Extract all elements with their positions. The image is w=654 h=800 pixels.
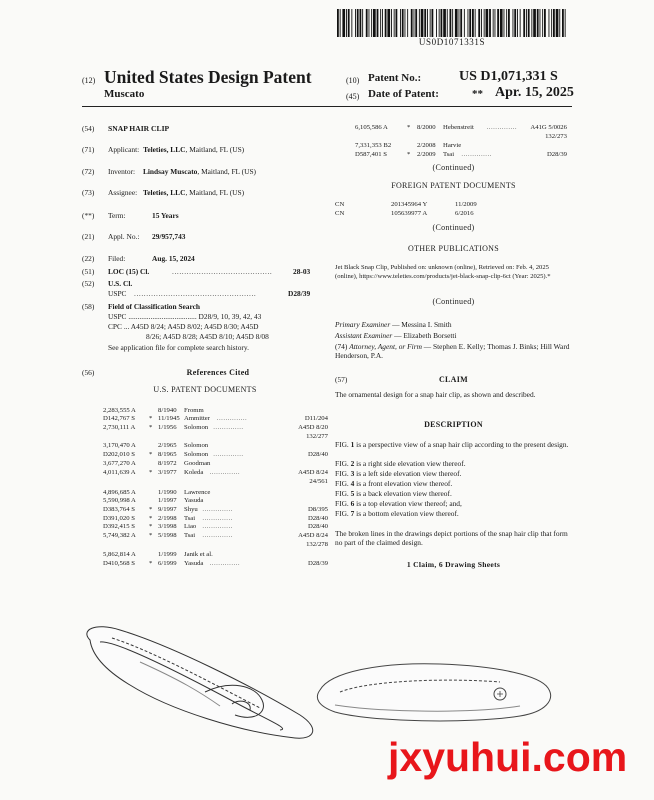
assignee-line — [108, 188, 244, 197]
fig-number: 3 — [350, 469, 355, 478]
code-54: (54) — [82, 124, 95, 133]
claims-sheets: 1 Claim, 6 Drawing Sheets — [406, 560, 501, 569]
ref-name: Solomon — [184, 442, 209, 449]
fig-prefix: FIG. — [335, 489, 351, 498]
ref-num: D391,020 S — [103, 515, 135, 522]
ref-cls: D8/395 — [307, 506, 328, 513]
inventor-location: , Maitland, FL (US) — [197, 167, 257, 176]
ref-name: Tsai — [184, 515, 196, 522]
ref-cont-cls: 132/273 — [545, 133, 567, 140]
description-line — [335, 459, 572, 468]
design-title: SNAP HAIR CLIP — [108, 124, 170, 133]
ref-cont-star: * — [407, 151, 411, 158]
assistant-examiner — [335, 331, 457, 340]
applicant-label: Applicant: — [108, 145, 140, 154]
foreign-ref-num: 105639977 A — [391, 210, 428, 217]
foreign-docs-title: FOREIGN PATENT DOCUMENTS — [391, 181, 516, 190]
ref-cls: 132/278 — [306, 541, 328, 548]
ref-cls: D28/39 — [307, 560, 328, 567]
ref-num: 4,011,639 A — [103, 469, 136, 476]
clip-bottom-view — [317, 664, 550, 721]
ref-cont-num: 6,105,586 A — [355, 124, 388, 131]
uspc-label: USPC — [108, 289, 127, 298]
fig-number: 5 — [350, 489, 355, 498]
ref-leader: .............. — [202, 523, 233, 530]
foreign-ref-cc: CN — [335, 201, 345, 208]
ref-date: 1/1956 — [158, 424, 177, 431]
ref-star: * — [149, 506, 153, 513]
ref-leader: .............. — [213, 451, 244, 458]
code-56: (56) — [82, 368, 95, 377]
ref-date: 8/1972 — [158, 460, 177, 467]
fig-prefix: FIG. — [335, 509, 351, 518]
ref-leader: .............. — [209, 560, 240, 567]
code-52: (52) — [82, 279, 95, 288]
ref-num: 4,896,685 A — [103, 489, 136, 496]
continued-2: (Continued) — [432, 223, 475, 232]
fig-number: 6 — [350, 499, 355, 508]
barcode — [337, 9, 567, 37]
term-label: Term: — [108, 211, 126, 220]
attorney-names: — Stephen E. Kelly; Thomas J. Binks; Hill Ward Henderson, P.A. — [335, 342, 570, 361]
ref-star: * — [149, 415, 153, 422]
foreign-ref-date: 11/2009 — [455, 201, 477, 208]
ref-star: * — [149, 469, 153, 476]
ref-date: 6/1999 — [158, 560, 177, 567]
description-line — [335, 509, 572, 518]
ref-cls: 24/561 — [309, 478, 328, 485]
field-search-label: Field of Classification Search — [108, 302, 201, 311]
fig-prefix: FIG. — [335, 440, 351, 449]
ref-name: Liao — [184, 523, 197, 530]
field-line-4: See application file for complete search history. — [108, 343, 249, 352]
ref-star: * — [149, 532, 153, 539]
ref-num: 3,170,470 A — [103, 442, 136, 449]
ref-cls: A45D 8/24 — [298, 469, 328, 476]
ref-cls: D28/40 — [307, 523, 328, 530]
other-publications-title: OTHER PUBLICATIONS — [408, 244, 499, 253]
ref-name: Solomon — [184, 424, 209, 431]
fig-prefix: FIG. — [335, 479, 351, 488]
ref-name: Ammitter — [184, 415, 211, 422]
fig-text: is a bottom elevation view thereof. — [354, 509, 459, 518]
ref-name: Lawrence — [184, 489, 211, 496]
ref-name: Shyu — [184, 506, 198, 513]
fig-number: 1 — [350, 440, 355, 449]
foreign-ref-cc: CN — [335, 210, 345, 217]
ref-date: 1/1999 — [158, 551, 177, 558]
ref-cont-name: Hebenstreit — [443, 124, 474, 131]
fig-number: 2 — [350, 459, 355, 468]
ref-name: Solomon — [184, 451, 209, 458]
primary-examiner-label: Primary Examiner — [335, 320, 391, 329]
ref-leader: .............. — [216, 415, 248, 422]
ref-num: D202,010 S — [103, 451, 135, 458]
broken-lines-note: The broken lines in the drawings depict portions of the snap hair clip that form no part of the claimed design. — [335, 529, 568, 548]
description-line — [335, 469, 572, 478]
ref-date: 9/1997 — [158, 506, 177, 513]
assignee-label: Assignee: — [108, 188, 138, 197]
appl-number: 29/957,743 — [152, 232, 186, 241]
code-22: (22) — [82, 254, 95, 263]
fig-text: is a left side elevation view thereof. — [354, 469, 462, 478]
continued-1: (Continued) — [432, 163, 475, 172]
ref-name: Janik et al. — [184, 551, 213, 558]
term-value: 15 Years — [152, 211, 179, 220]
assignee-location: , Maitland, FL (US) — [185, 188, 245, 197]
description-title: DESCRIPTION — [424, 420, 483, 429]
fig-prefix: FIG. — [335, 469, 351, 478]
continued-3: (Continued) — [432, 297, 475, 306]
ref-num: D383,764 S — [103, 506, 135, 513]
code-73: (73) — [82, 188, 95, 197]
fig-number: 4 — [350, 479, 355, 488]
date-stars: ** — [472, 88, 483, 100]
description-line — [335, 499, 572, 508]
code-45: (45) — [346, 92, 360, 101]
ref-date: 2/1965 — [158, 442, 177, 449]
ref-leader: .............. — [202, 506, 233, 513]
ref-cont-num: D587,401 S — [355, 151, 387, 158]
claim-text: The ornamental design for a snap hair clip, as shown and described. — [335, 390, 536, 399]
watermark: jxyuhui.com — [388, 734, 628, 780]
appl-label: Appl. No.: — [108, 232, 140, 241]
uspc-value: D28/39 — [288, 289, 311, 298]
ref-num: 2,283,555 A — [103, 407, 136, 414]
ref-cls: D11/204 — [304, 415, 328, 422]
ref-cont-star: * — [407, 124, 411, 131]
ref-star: * — [149, 515, 153, 522]
ref-cls: A45D 8/24 — [298, 532, 328, 539]
ref-num: 3,677,270 A — [103, 460, 136, 467]
foreign-ref-num: 201345964 Y — [391, 201, 428, 208]
ref-cont-name: Harvie — [443, 142, 462, 149]
ref-name: Koleda — [184, 469, 204, 476]
ref-cont-date: 8/2000 — [417, 124, 436, 131]
ref-date: 3/1998 — [158, 523, 177, 530]
loc-value: 28-03 — [293, 267, 311, 276]
us-patent-docs-title: U.S. PATENT DOCUMENTS — [153, 385, 257, 394]
inventor-line — [108, 167, 256, 176]
ref-num: 2,730,111 A — [103, 424, 136, 431]
ref-star: * — [149, 424, 153, 431]
ref-num: D410,568 S — [103, 560, 135, 567]
description-line — [335, 489, 572, 498]
attorney — [335, 342, 572, 361]
assistant-examiner-label: Assistant Examiner — [335, 331, 393, 340]
ref-cls: D28/40 — [307, 515, 328, 522]
ref-date: 2/1998 — [158, 515, 177, 522]
ref-name: Fromm — [184, 407, 204, 414]
code-74: (74) — [335, 342, 348, 351]
fig-text: is a top elevation view thereof; and, — [354, 499, 462, 508]
ref-date: 1/1990 — [158, 489, 177, 496]
applicant-line — [108, 145, 244, 154]
claim-title: CLAIM — [438, 375, 469, 384]
primary-examiner — [335, 320, 452, 329]
fig-text: is a right side elevation view thereof. — [354, 459, 466, 468]
loc-leader: ......................................... — [172, 267, 273, 276]
code-58: (58) — [82, 302, 95, 311]
fig-text: is a back elevation view thereof. — [354, 489, 452, 498]
code-72: (72) — [82, 167, 95, 176]
ref-cont-cls: D28/39 — [546, 151, 567, 158]
patent-no-label: Patent No.: — [368, 72, 422, 84]
fig-text: is a perspective view of a snap hair clip according to the present design. — [354, 440, 569, 449]
ref-star: * — [149, 523, 153, 530]
ref-cls: A45D 8/20 — [298, 424, 328, 431]
ref-cont-date: 2/2009 — [417, 151, 436, 158]
ref-date: 3/1977 — [158, 469, 177, 476]
foreign-ref-date: 6/2016 — [455, 210, 474, 217]
ref-cont-name: Tsai — [443, 151, 455, 158]
fig-number: 7 — [350, 509, 355, 518]
ref-star: * — [149, 451, 153, 458]
field-line-1: USPC ..................................... D28/9, 10, 39, 42, 43 — [108, 312, 262, 321]
uscl-label: U.S. Cl. — [108, 279, 133, 288]
ref-cont-leader: .............. — [461, 151, 492, 158]
patent-number: US D1,071,331 S — [459, 69, 558, 84]
ref-cont-date: 2/2008 — [417, 142, 436, 149]
filed-label: Filed: — [108, 254, 126, 263]
patent-type-title: United States Design Patent — [104, 67, 312, 87]
header-rule — [82, 106, 572, 107]
code-term: (**) — [82, 211, 95, 220]
loc-label: LOC (15) Cl. — [108, 267, 150, 276]
clip-perspective-view — [87, 627, 313, 738]
fig-text: is a front elevation view thereof. — [354, 479, 453, 488]
ref-name: Goodman — [184, 460, 211, 467]
code-57: (57) — [335, 375, 348, 384]
filed-date: Aug. 15, 2024 — [152, 254, 195, 263]
field-line-3: 8/26; A45D 8/28; A45D 8/10; A45D 8/08 — [146, 332, 269, 341]
patent-date: Apr. 15, 2025 — [495, 85, 574, 100]
ref-leader: .............. — [202, 532, 233, 539]
date-label: Date of Patent: — [368, 88, 439, 100]
ref-date: 1/1997 — [158, 497, 177, 504]
ref-date: 8/1965 — [158, 451, 177, 458]
code-71: (71) — [82, 145, 95, 154]
ref-leader: .............. — [213, 424, 244, 431]
code-12: (12) — [82, 76, 96, 85]
field-line-2: CPC ... A45D 8/24; A45D 8/02; A45D 8/30; A45D — [108, 322, 259, 331]
ref-name: Yasuda — [184, 560, 204, 567]
ref-star: * — [149, 560, 153, 567]
attorney-label: Attorney, Agent, or Firm — [349, 342, 422, 351]
code-21: (21) — [82, 232, 95, 241]
ref-date: 5/1998 — [158, 532, 177, 539]
applicant-location: , Maitland, FL (US) — [185, 145, 245, 154]
uspc-leader: .................................................. — [134, 289, 257, 298]
primary-examiner-name: — Messina I. Smith — [390, 320, 452, 329]
ref-cont-leader: .............. — [486, 124, 517, 131]
other-publication-text: Jet Black Snap Clip, Published on: unknown (online), Retrieved on: Feb. 4, 2025 (online), https://www.teleties.com/products/jet-black-snap-clip-6ct (Year: 2025).* — [335, 264, 551, 280]
ref-leader: .............. — [209, 469, 240, 476]
applicant-name: Teleties, LLC — [143, 145, 186, 154]
inventor-label: Inventor: — [108, 167, 136, 176]
fig-prefix: FIG. — [335, 499, 351, 508]
ref-name: Yasuda — [184, 497, 204, 504]
description-line — [335, 479, 572, 488]
fig-prefix: FIG. — [335, 459, 351, 468]
assistant-examiner-name: — Elizabeth Borsetti — [392, 331, 457, 340]
ref-cls: 132/277 — [306, 433, 328, 440]
code-51: (51) — [82, 267, 95, 276]
inventor-surname: Muscato — [104, 88, 145, 100]
assignee-name: Teleties, LLC — [143, 188, 186, 197]
ref-name: Tsai — [184, 532, 196, 539]
ref-date: 8/1940 — [158, 407, 177, 414]
ref-num: 5,590,998 A — [103, 497, 136, 504]
references-cited-title: References Cited — [186, 368, 250, 377]
ref-num: D142,767 S — [103, 415, 135, 422]
ref-num: 5,862,814 A — [103, 551, 136, 558]
barcode-number: US0D1071331S — [418, 37, 486, 47]
ref-num: 5,749,382 A — [103, 532, 136, 539]
ref-leader: .............. — [202, 515, 233, 522]
description-line — [335, 440, 572, 449]
ref-cont-num: 7,331,353 B2 — [355, 142, 392, 149]
ref-date: 11/1945 — [158, 415, 180, 422]
ref-num: D392,415 S — [103, 523, 135, 530]
inventor-name: Lindsay Muscato — [142, 167, 198, 176]
ref-cls: D28/40 — [307, 451, 328, 458]
code-10: (10) — [346, 76, 360, 85]
ref-cont-cls: A41G 5/0026 — [530, 124, 567, 131]
